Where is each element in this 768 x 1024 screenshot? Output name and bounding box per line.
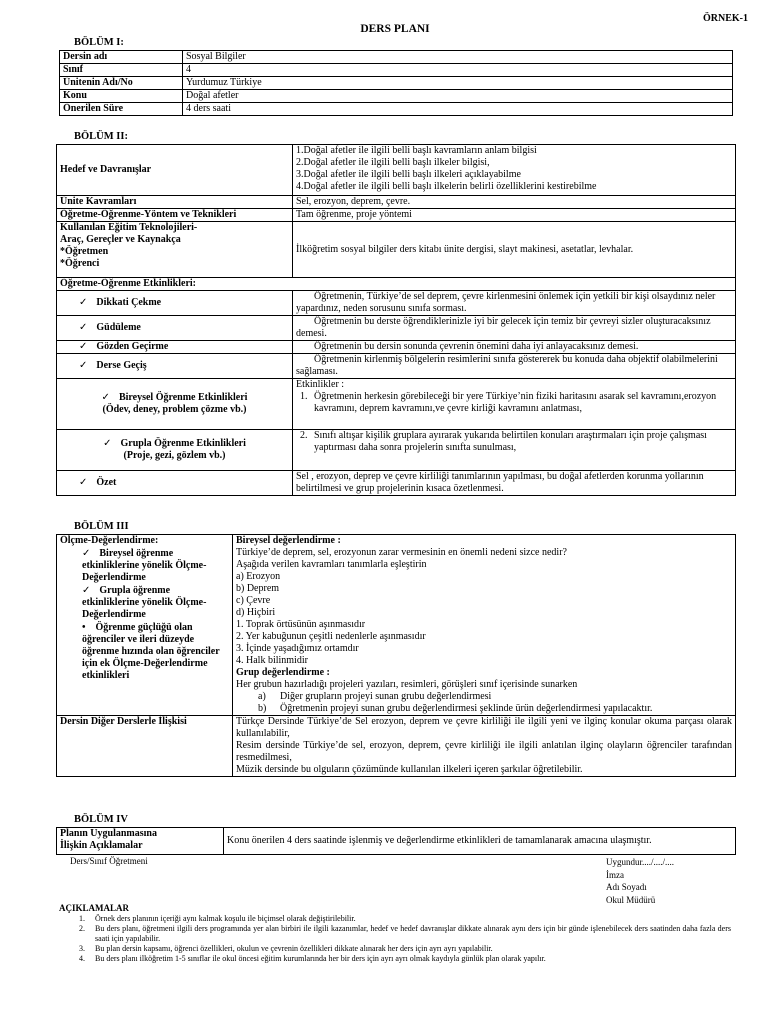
teacher-signature-label: Ders/Sınıf Öğretmeni — [70, 856, 148, 866]
checkmark-icon — [79, 360, 96, 371]
matching-choice: c) Çevre — [236, 595, 271, 606]
goals-label: Hedef ve Davranışlar — [57, 145, 293, 196]
section-1-table — [59, 50, 733, 116]
relation-cell — [233, 716, 736, 777]
technology-value: İlköğretim sosyal bilgiler ders kitabı ünite dergisi, slayt makinesi, asetatlar, levhalar. — [293, 222, 736, 278]
relation-line: Türkçe Dersinde Türkiye’de Sel erozyon, deprem ve çevre kirliliği ile ilgili yeni ve ilginç konular okuma parçası olarak kullanılabilir, — [236, 716, 732, 739]
bullet-icon: • — [82, 622, 86, 633]
assessment-item — [82, 622, 229, 682]
principal-signature-block — [606, 856, 674, 906]
duration-value: 4 ders saati — [183, 103, 733, 116]
review-label-text: Gözden Geçirme — [96, 341, 169, 352]
transition-label — [57, 354, 293, 379]
activities-label: Öğretme-Öğrenme Etkinlikleri: — [57, 278, 736, 291]
section-1-heading: BÖLÜM I: — [74, 37, 124, 48]
individual-activities-list — [296, 391, 732, 415]
assessment-cell — [57, 535, 233, 716]
list-item-text: Öğretmenin projeyi sunan grubu değerlendirmesi şeklinde ürün değerlendirmesi yapılacaktır. — [280, 703, 653, 714]
attention-label — [57, 291, 293, 316]
note-number: 4. — [79, 954, 85, 963]
plan-notes-label-line: Planın Uygulanmasına — [60, 828, 157, 839]
summary-label-text: Özet — [96, 477, 117, 488]
notes-title: AÇIKLAMALAR — [59, 903, 130, 913]
checkmark-icon — [79, 477, 96, 488]
unit-value: Yurdumuz Türkiye — [183, 77, 733, 90]
section-3-heading: BÖLÜM III — [74, 521, 129, 532]
course-name-label: Dersin adı — [60, 51, 183, 64]
unit-label: Ünitenin Adı/No — [60, 77, 183, 90]
relation-label: Dersin Diğer Derslerle İlişkisi — [57, 716, 233, 777]
matching-definition: 2. Yer kabuğunun çeşitli nedenlerle aşınmasıdır — [236, 631, 426, 642]
note-number: 2. — [79, 924, 85, 933]
matching-definition: 3. İçinde yaşadığımız ortamdır — [236, 643, 359, 654]
individual-activities-title: Etkinlikler : — [296, 379, 345, 390]
group-assessment-text: Her grubun hazırladığı projeleri yazıları, resimleri, görüşleri sınıf içerisinde sunarken — [236, 679, 578, 690]
attention-label-text: Dikkati Çekme — [96, 297, 162, 308]
matching-choice: d) Hiçbiri — [236, 607, 276, 618]
group-assessment-item — [258, 691, 732, 703]
section-2-heading: BÖLÜM II: — [74, 131, 128, 142]
plan-notes-label-line: İlişkin Açıklamalar — [60, 840, 143, 851]
name-surname-label: Adı Soyadı — [606, 882, 647, 892]
course-name-value: Sosyal Bilgiler — [183, 51, 733, 64]
technology-label-line: *Öğretmen — [60, 246, 109, 257]
technology-label-line: Kullanılan Eğitim Teknolojileri- — [60, 222, 198, 233]
concepts-value: Sel, erozyon, deprem, çevre. — [293, 196, 736, 209]
matching-title: Aşağıda verilen kavramları tanımlarla eşleştirin — [236, 559, 427, 570]
checkmark-icon — [79, 322, 96, 333]
group-assessment-item — [258, 703, 732, 715]
grade-label: Sınıf — [60, 64, 183, 77]
technology-label — [57, 222, 293, 278]
individual-activities-cell — [293, 379, 736, 430]
assessment-item — [82, 548, 229, 584]
methods-value: Tam öğrenme, proje yöntemi — [293, 209, 736, 222]
note-text: Bu ders planı, öğretmeni ilgili ders programında yer alan birbiri ile ilgili kazanımlar, hedef ve hedef davranışlar dikkate alınarak aynı ders için bir günde işlenebilecek ders saatinden daha fazla ders saati için yapılabilir. — [95, 924, 731, 943]
attention-value: Öğretmenin, Türkiye’de sel deprem, çevre kirlenmesini önlemek için yetkili bir kişi olsaydınız neler yapardınız, neden sorusunu sınıfa sorması. — [293, 291, 736, 316]
assessment-item-text: Öğrenme güçlüğü olan öğrenciler ve ileri düzeyde öğrenme hızında olan öğrenciler için ek Ölçme-Değerlendirme etkinlikleri — [82, 622, 220, 681]
technology-label-line: *Öğrenci — [60, 258, 100, 269]
goals-cell — [293, 145, 736, 196]
summary-label — [57, 471, 293, 496]
page-title: DERS PLANI — [360, 23, 430, 35]
note-item — [59, 944, 731, 954]
matching-definition: 4. Halk bilinmidir — [236, 655, 308, 666]
individual-activities-label-text: Bireysel Öğrenme Etkinlikleri — [118, 392, 248, 403]
duration-label: Önerilen Süre — [60, 103, 183, 116]
individual-assessment-cell — [233, 535, 736, 716]
plan-notes-value: Konu önerilen 4 ders saatinde işlenmiş ve değerlendirme etkinlikleri de tamamlanarak amacına ulaşmıştır. — [224, 828, 736, 855]
individual-activities-label-sub: (Ödev, deney, problem çözme vb.) — [102, 404, 247, 415]
motivation-value: Öğretmenin bu derste öğrendiklerinizle iyi bir gelecek için temiz bir çevreyi sizler oluşturacaksınız demesi. — [293, 316, 736, 341]
goal-item: 3.Doğal afetler ile ilgili belli başlı ilkeleri açıklayabilme — [296, 169, 521, 180]
goal-item: 4.Doğal afetler ile ilgili belli başlı ilkelerin belirli özelliklerini kestirebilme — [296, 181, 597, 192]
goal-item: 1.Doğal afetler ile ilgili belli başlı kavramların anlam bilgisi — [296, 145, 537, 156]
note-item — [59, 924, 731, 944]
checkmark-icon — [79, 341, 96, 352]
note-number: 1. — [79, 914, 85, 923]
motivation-label-text: Güdüleme — [96, 322, 141, 333]
individual-assessment-title: Bireysel değerlendirme : — [236, 535, 341, 546]
list-marker: b) — [258, 703, 267, 714]
transition-value: Öğretmenin kirlenmiş bölgelerin resimlerini sınıfa göstererek bu konuda daha objektif olabilmelerini sağlaması. — [293, 354, 736, 379]
signature-label: İmza — [606, 869, 624, 880]
relation-line: Müzik dersinde bu olguların çözümünde kullanılan ilkeleri içeren şarkılar öğretilebilir. — [236, 764, 583, 775]
assessment-item-text: Grupla öğrenme etkinliklerine yönelik Ölçme-Değerlendirme — [82, 585, 207, 620]
grade-value: 4 — [183, 64, 733, 77]
technology-label-line: Araç, Gereçler ve Kaynakça — [60, 234, 181, 245]
principal-label: Okul Müdürü — [606, 894, 656, 905]
list-marker: a) — [258, 691, 266, 702]
assessment-title: Ölçme-Değerlendirme: — [60, 535, 159, 546]
motivation-label — [57, 316, 293, 341]
assessment-question: Türkiye’de deprem, sel, erozyonun zarar vermesinin en önemli nedeni sizce nedir? — [236, 547, 567, 558]
list-item-text: Diğer grupların projeyi sunan grubu değerlendirmesi — [280, 691, 492, 702]
note-text: Örnek ders planının içeriği aynı kalmak koşulu ile biçimsel olarak değiştirilebilir. — [95, 914, 356, 923]
relation-line: Resim dersinde Türkiye’de sel, erozyon, deprem, çevre kirliliği ile ilgili anlatılan ilginç olayların öğrenciler tarafından resmedilmesi, — [236, 740, 732, 763]
notes-list — [59, 914, 731, 964]
group-assessment-title: Grup değerlendirme : — [236, 667, 330, 678]
sample-label: ÖRNEK-1 — [703, 13, 748, 24]
checkmark-icon — [79, 297, 96, 308]
checkmark-icon — [103, 438, 120, 449]
review-value: Öğretmenin bu dersin sonunda çevrenin önemini daha iyi anlayacaksınız demesi. — [293, 341, 736, 354]
note-item — [59, 954, 731, 964]
section-2-table — [56, 144, 736, 496]
note-item — [59, 914, 731, 924]
assessment-item-text: Bireysel öğrenme etkinliklerine yönelik Ölçme-Değerlendirme — [82, 548, 207, 583]
summary-value: Sel , erozyon, deprep ve çevre kirliliği tanımlarının yapılması, bu doğal afetlerden korunma yollarının belirtilmesi ve grup projelerinin kısaca özetlenmesi. — [293, 471, 736, 496]
transition-label-text: Derse Geçiş — [96, 360, 147, 371]
group-activities-label-text: Grupla Öğrenme Etkinlikleri — [120, 438, 246, 449]
approval-date: Uygundur..../..../.... — [606, 857, 675, 867]
group-activities-label-sub: (Proje, gezi, gözlem vb.) — [123, 450, 226, 461]
concepts-label: Ünite Kavramları — [57, 196, 293, 209]
group-activities-list — [296, 430, 732, 454]
review-label — [57, 341, 293, 354]
topic-value: Doğal afetler — [183, 90, 733, 103]
checkmark-icon — [102, 392, 119, 403]
methods-label: Öğretme-Öğrenme-Yöntem ve Teknikleri — [57, 209, 293, 222]
list-item: 2. Sınıfı altışar kişilik gruplara ayırarak yukarıda belirtilen konuları araştırmaları için proje çalışması yaptırması daha sonra projelerin sınıfta sunulması, — [310, 430, 732, 454]
assessment-item — [82, 585, 229, 621]
checkmark-icon — [82, 585, 99, 596]
section-4-table — [56, 827, 736, 855]
checkmark-icon — [82, 548, 99, 559]
matching-definition: 1. Toprak örtüsünün aşınmasıdır — [236, 619, 366, 630]
section-3-table — [56, 534, 736, 777]
note-number: 3. — [79, 944, 85, 953]
individual-activities-label — [57, 379, 293, 430]
matching-choice: b) Deprem — [236, 583, 280, 594]
plan-notes-label — [57, 828, 224, 855]
note-text: Bu plan dersin kapsamı, öğrenci özellikleri, okulun ve çevrenin özellikleri dikkate alınarak her ders için ayrı ayrı yapılabilir. — [95, 944, 493, 953]
list-item: 1. Öğretmenin herkesin görebileceği bir yere Türkiye’nin fiziki haritasını asarak sel kavramını,erozyon kavramını, deprem kavramını,ve çevre kirliği kavramını anlatması, — [310, 391, 732, 415]
section-4-heading: BÖLÜM IV — [74, 814, 128, 825]
matching-choice: a) Erozyon — [236, 571, 281, 582]
group-activities-cell — [293, 430, 736, 471]
note-text: Bu ders planı ilköğretim 1-5 sınıflar ile okul öncesi eğitim kurumlarında her bir ders için ayrı ayrı olmak kaydıyla günlük plan olarak yapılır. — [95, 954, 546, 963]
goal-item: 2.Doğal afetler ile ilgili belli başlı ilkeler bilgisi, — [296, 157, 490, 168]
topic-label: Konu — [60, 90, 183, 103]
group-activities-label — [57, 430, 293, 471]
